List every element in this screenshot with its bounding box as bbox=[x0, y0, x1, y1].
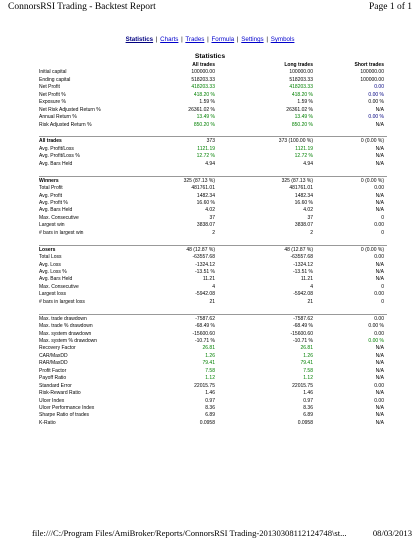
value-long-trades: 6.89 bbox=[303, 412, 313, 419]
table-row bbox=[39, 284, 387, 291]
value-all-trades: -15600.60 bbox=[192, 330, 215, 337]
row-label: Avg. Profit bbox=[39, 192, 62, 199]
value-long-trades: 21 bbox=[307, 298, 313, 305]
value-all-trades: 1.12 bbox=[205, 375, 215, 382]
table-row bbox=[39, 99, 387, 106]
row-label: Avg. Profit/Loss % bbox=[39, 153, 80, 160]
value-long-trades: 1121.19 bbox=[295, 145, 313, 152]
row-label: Annual Return % bbox=[39, 114, 77, 121]
value-short-trades: 0.00 bbox=[374, 397, 384, 404]
table-row bbox=[39, 269, 387, 276]
value-all-trades: 12.72 % bbox=[196, 153, 215, 160]
value-long-trades: 325 (87.13 %) bbox=[281, 177, 313, 184]
value-short-trades: N/A bbox=[375, 153, 384, 160]
value-short-trades: 0 (0.00 %) bbox=[360, 138, 384, 145]
value-long-trades: 12.72 % bbox=[294, 153, 313, 160]
value-all-trades: 26361.02 % bbox=[188, 106, 215, 113]
value-long-trades: 1.46 bbox=[303, 390, 313, 397]
value-long-trades: 16.60 % bbox=[294, 200, 313, 206]
value-short-trades: N/A bbox=[375, 160, 384, 167]
value-short-trades: 0 bbox=[381, 298, 384, 305]
table-column-headers bbox=[39, 62, 387, 69]
value-all-trades: 518203.33 bbox=[191, 76, 215, 83]
value-long-trades: 1482.34 bbox=[294, 192, 313, 199]
report-title: Statistics bbox=[194, 53, 226, 60]
value-short-trades: N/A bbox=[375, 106, 384, 113]
value-short-trades: 0.00 bbox=[374, 330, 384, 337]
value-long-trades: 11.21 bbox=[300, 276, 313, 283]
row-label: Max. Consecutive bbox=[39, 283, 79, 290]
table-row bbox=[39, 353, 387, 360]
table-row bbox=[39, 291, 387, 298]
row-label: Standard Error bbox=[39, 382, 72, 389]
value-all-trades: 1.26 bbox=[205, 352, 215, 359]
value-long-trades: 1.26 bbox=[303, 352, 313, 359]
value-long-trades: 26361.02 % bbox=[286, 106, 313, 113]
value-long-trades: 8.36 bbox=[303, 404, 313, 411]
report-nav bbox=[0, 36, 420, 43]
value-all-trades: 0.97 bbox=[205, 397, 215, 404]
value-all-trades: 37 bbox=[209, 214, 215, 221]
row-label: Total Profit bbox=[39, 185, 63, 192]
table-row bbox=[39, 84, 387, 91]
statistics-table bbox=[39, 62, 387, 427]
column-header-long: Long trades bbox=[284, 62, 313, 68]
value-all-trades: 1482.34 bbox=[196, 192, 215, 199]
value-short-trades: N/A bbox=[375, 200, 384, 206]
table-row bbox=[39, 230, 387, 237]
table-row bbox=[39, 345, 387, 352]
value-all-trades: 325 (87.13 %) bbox=[183, 177, 215, 184]
value-short-trades: 0 (0.00 %) bbox=[360, 246, 384, 253]
value-short-trades: N/A bbox=[375, 261, 384, 268]
nav-link-settings[interactable]: Settings bbox=[241, 36, 264, 43]
value-all-trades: -5942.08 bbox=[195, 291, 215, 298]
value-long-trades: -7587.62 bbox=[293, 315, 313, 322]
row-label: CAR/MaxDD bbox=[39, 352, 68, 359]
table-row bbox=[39, 412, 387, 419]
row-label: Recovery Factor bbox=[39, 345, 76, 352]
section-divider bbox=[39, 306, 387, 316]
value-short-trades: N/A bbox=[375, 192, 384, 199]
row-label: RAR/MaxDD bbox=[39, 360, 68, 367]
section-header-row bbox=[39, 178, 387, 185]
page-header-title: ConnorsRSI Trading - Backtest Report bbox=[8, 2, 156, 12]
value-all-trades: 22015.75 bbox=[194, 382, 215, 389]
value-short-trades: 0.00 bbox=[374, 185, 384, 192]
value-short-trades: 0.00 bbox=[374, 222, 384, 229]
table-row bbox=[39, 207, 387, 214]
value-all-trades: 481761.01 bbox=[191, 185, 215, 192]
value-long-trades: 850.20 % bbox=[291, 121, 313, 128]
value-all-trades: 373 bbox=[206, 138, 215, 145]
value-short-trades: 0.00 % bbox=[368, 338, 384, 344]
value-long-trades: 48 (12.87 %) bbox=[284, 246, 313, 253]
table-row bbox=[39, 383, 387, 390]
value-short-trades: 0.00 bbox=[374, 254, 384, 261]
value-all-trades: 79.41 bbox=[202, 360, 215, 367]
value-short-trades: N/A bbox=[375, 121, 384, 128]
value-all-trades: 2 bbox=[212, 229, 215, 236]
value-all-trades: 11.21 bbox=[202, 276, 215, 283]
value-short-trades: 0 (0.00 %) bbox=[360, 177, 384, 184]
value-long-trades: 373 (100.00 %) bbox=[278, 138, 313, 145]
value-short-trades: N/A bbox=[375, 352, 384, 359]
value-all-trades: 48 (12.87 %) bbox=[186, 246, 215, 253]
value-short-trades: N/A bbox=[375, 419, 384, 426]
value-short-trades: 100000.00 bbox=[360, 69, 384, 76]
value-all-trades: 21 bbox=[209, 298, 215, 305]
value-long-trades: -13.51 % bbox=[292, 269, 313, 275]
table-row bbox=[39, 185, 387, 192]
row-label: Max. Consecutive bbox=[39, 214, 79, 221]
value-all-trades: 4.02 bbox=[205, 207, 215, 214]
value-short-trades: 100000.00 bbox=[360, 76, 384, 83]
nav-link-symbols[interactable]: Symbols bbox=[270, 36, 295, 43]
table-row bbox=[39, 398, 387, 405]
nav-link-trades[interactable]: Trades bbox=[185, 36, 205, 43]
value-long-trades: 37 bbox=[307, 214, 313, 221]
row-label: Net Profit bbox=[39, 84, 60, 91]
value-all-trades: 1.59 % bbox=[199, 99, 215, 106]
section-header-label: Losers bbox=[39, 246, 56, 253]
column-header-short: Short trades bbox=[354, 62, 384, 68]
row-label: Avg. Bars Held bbox=[39, 276, 73, 283]
row-label: Exposure % bbox=[39, 99, 66, 106]
table-row bbox=[39, 338, 387, 345]
value-short-trades: N/A bbox=[375, 390, 384, 397]
value-all-trades: 418203.33 bbox=[191, 84, 215, 91]
value-all-trades: 4.94 bbox=[205, 160, 215, 167]
section-header-label: All trades bbox=[39, 138, 62, 145]
value-long-trades: -1324.12 bbox=[293, 261, 313, 268]
value-short-trades: N/A bbox=[375, 276, 384, 283]
value-long-trades: 7.58 bbox=[303, 367, 313, 374]
table-row bbox=[39, 331, 387, 338]
value-all-trades: -68.49 % bbox=[194, 323, 215, 330]
value-short-trades: N/A bbox=[375, 404, 384, 411]
value-short-trades: N/A bbox=[375, 367, 384, 374]
row-label: Risk Adjusted Return % bbox=[39, 121, 92, 128]
table-row bbox=[39, 215, 387, 222]
value-all-trades: 16.60 % bbox=[196, 200, 215, 206]
value-all-trades: -1324.12 bbox=[195, 261, 215, 268]
value-short-trades: N/A bbox=[375, 360, 384, 367]
row-label: Max. trade % drawdown bbox=[39, 323, 93, 330]
value-all-trades: -10.71 % bbox=[194, 338, 215, 344]
value-long-trades: 4 bbox=[310, 283, 313, 290]
value-all-trades: 4 bbox=[212, 283, 215, 290]
row-label: Largest loss bbox=[39, 291, 66, 298]
value-short-trades: 0.00 % bbox=[368, 99, 384, 106]
value-long-trades: 1.12 bbox=[303, 375, 313, 382]
value-long-trades: 22015.75 bbox=[292, 382, 313, 389]
table-row bbox=[39, 299, 387, 306]
value-long-trades: 0.0958 bbox=[297, 419, 313, 426]
table-row bbox=[39, 107, 387, 114]
footer-file-path: file:///C:/Program Files/AmiBroker/Reports/ConnorsRSI Trading-20130308112124748\st... bbox=[32, 528, 347, 538]
value-short-trades: 0 bbox=[381, 214, 384, 221]
value-long-trades: 481761.01 bbox=[289, 185, 313, 192]
value-long-trades: 418.20 % bbox=[291, 91, 313, 98]
section-header-row bbox=[39, 138, 387, 145]
row-label: Initial capital bbox=[39, 69, 67, 76]
nav-link-charts[interactable]: Charts bbox=[160, 36, 179, 43]
value-all-trades: 100000.00 bbox=[191, 69, 215, 76]
row-label: Ulcer Performance Index bbox=[39, 404, 95, 411]
value-long-trades: 2 bbox=[310, 229, 313, 236]
value-short-trades: N/A bbox=[375, 375, 384, 382]
table-row bbox=[39, 200, 387, 207]
value-long-trades: 4.02 bbox=[303, 207, 313, 214]
value-all-trades: 7.58 bbox=[205, 367, 215, 374]
table-row bbox=[39, 77, 387, 84]
value-long-trades: -5942.08 bbox=[293, 291, 313, 298]
table-row bbox=[39, 360, 387, 367]
value-short-trades: 0.00 bbox=[374, 291, 384, 298]
nav-separator: | bbox=[266, 36, 268, 43]
nav-separator: | bbox=[207, 36, 209, 43]
row-label: Risk-Reward Ratio bbox=[39, 390, 81, 397]
nav-separator: | bbox=[236, 36, 239, 43]
table-row bbox=[39, 420, 387, 427]
table-row bbox=[39, 254, 387, 261]
row-label: Avg. Profit/Loss bbox=[39, 145, 74, 152]
table-row bbox=[39, 92, 387, 99]
row-label: Avg. Bars Held bbox=[39, 160, 73, 167]
row-label: Avg. Loss % bbox=[39, 269, 67, 275]
row-label: Avg. Profit % bbox=[39, 200, 68, 206]
column-header-all: All trades bbox=[192, 62, 215, 68]
value-long-trades: 3838.07 bbox=[294, 222, 313, 229]
value-long-trades: 100000.00 bbox=[289, 69, 313, 76]
row-label: Largest win bbox=[39, 222, 65, 229]
value-long-trades: -68.49 % bbox=[292, 323, 313, 330]
value-long-trades: 26.81 bbox=[300, 345, 313, 352]
row-label: Sharpe Ratio of trades bbox=[39, 412, 90, 419]
value-short-trades: 0.00 bbox=[374, 84, 384, 91]
value-long-trades: 518203.33 bbox=[289, 76, 313, 83]
table-row bbox=[39, 375, 387, 382]
table-row bbox=[39, 323, 387, 330]
row-label: # bars in largest win bbox=[39, 229, 84, 236]
row-label: Net Profit % bbox=[39, 91, 66, 98]
section-divider bbox=[39, 168, 387, 178]
row-label: Max. system % drawdown bbox=[39, 338, 98, 344]
row-label: # bars in largest loss bbox=[39, 298, 85, 305]
value-short-trades: 0 bbox=[381, 229, 384, 236]
row-label: Total Loss bbox=[39, 254, 62, 261]
nav-separator: | bbox=[181, 36, 183, 43]
section-header-row bbox=[39, 247, 387, 254]
row-label: Avg. Loss bbox=[39, 261, 61, 268]
row-label: Payoff Ratio bbox=[39, 375, 67, 382]
table-row bbox=[39, 368, 387, 375]
value-long-trades: 0.97 bbox=[303, 397, 313, 404]
row-label: K-Ratio bbox=[39, 419, 56, 426]
value-all-trades: 13.49 % bbox=[196, 114, 215, 121]
value-short-trades: 0.00 % bbox=[368, 114, 384, 121]
footer-date: 08/03/2013 bbox=[372, 528, 412, 538]
table-row bbox=[39, 262, 387, 269]
section-header-label: Winners bbox=[39, 177, 59, 184]
value-all-trades: 26.81 bbox=[202, 345, 215, 352]
value-all-trades: 418.20 % bbox=[193, 91, 215, 98]
value-short-trades: 0.00 % bbox=[368, 91, 384, 98]
value-all-trades: 1121.19 bbox=[197, 145, 215, 152]
page-number: Page 1 of 1 bbox=[368, 2, 412, 12]
value-long-trades: -63557.68 bbox=[290, 254, 313, 261]
value-long-trades: 79.41 bbox=[300, 360, 313, 367]
table-row bbox=[39, 390, 387, 397]
value-all-trades: 3838.07 bbox=[196, 222, 215, 229]
table-row bbox=[39, 405, 387, 412]
row-label: Ending capital bbox=[39, 76, 71, 83]
row-label: Max. trade drawdown bbox=[39, 315, 87, 322]
value-short-trades: 0.00 % bbox=[368, 323, 384, 330]
value-all-trades: 850.20 % bbox=[193, 121, 215, 128]
nav-link-formula[interactable]: Formula bbox=[211, 36, 235, 43]
table-row bbox=[39, 153, 387, 160]
section-divider bbox=[39, 237, 387, 247]
section-divider bbox=[39, 129, 387, 139]
value-short-trades: N/A bbox=[375, 207, 384, 214]
value-short-trades: 0 bbox=[381, 283, 384, 290]
nav-link-statistics[interactable]: Statistics bbox=[125, 36, 154, 43]
table-row bbox=[39, 161, 387, 168]
value-long-trades: 1.59 % bbox=[297, 99, 313, 106]
table-row bbox=[39, 146, 387, 153]
value-short-trades: 0.00 bbox=[374, 315, 384, 322]
value-long-trades: 4.94 bbox=[303, 160, 313, 167]
value-all-trades: 0.0958 bbox=[199, 419, 215, 426]
table-row bbox=[39, 193, 387, 200]
value-all-trades: 8.36 bbox=[205, 404, 215, 411]
value-all-trades: 6.89 bbox=[205, 412, 215, 419]
table-row bbox=[39, 114, 387, 121]
table-row bbox=[39, 276, 387, 283]
nav-separator: | bbox=[155, 36, 158, 43]
value-short-trades: N/A bbox=[375, 269, 384, 275]
value-short-trades: N/A bbox=[375, 412, 384, 419]
row-label: Net Risk Adjusted Return % bbox=[39, 106, 101, 113]
value-short-trades: N/A bbox=[375, 345, 384, 352]
value-long-trades: 13.49 % bbox=[294, 114, 313, 121]
value-long-trades: 418203.33 bbox=[289, 84, 313, 91]
value-all-trades: -63557.68 bbox=[192, 254, 215, 261]
value-all-trades: -7587.62 bbox=[195, 315, 215, 322]
table-row bbox=[39, 69, 387, 76]
table-row bbox=[39, 122, 387, 129]
row-label: Max. system drawdown bbox=[39, 330, 92, 337]
table-row bbox=[39, 316, 387, 323]
row-label: Profit Factor bbox=[39, 367, 67, 374]
value-all-trades: 1.46 bbox=[205, 390, 215, 397]
row-label: Avg. Bars Held bbox=[39, 207, 73, 214]
value-short-trades: 0.00 bbox=[374, 382, 384, 389]
value-all-trades: -13.51 % bbox=[194, 269, 215, 275]
value-long-trades: -15600.60 bbox=[290, 330, 313, 337]
row-label: Ulcer Index bbox=[39, 397, 65, 404]
table-row bbox=[39, 222, 387, 229]
value-long-trades: -10.71 % bbox=[292, 338, 313, 344]
value-short-trades: N/A bbox=[375, 145, 384, 152]
